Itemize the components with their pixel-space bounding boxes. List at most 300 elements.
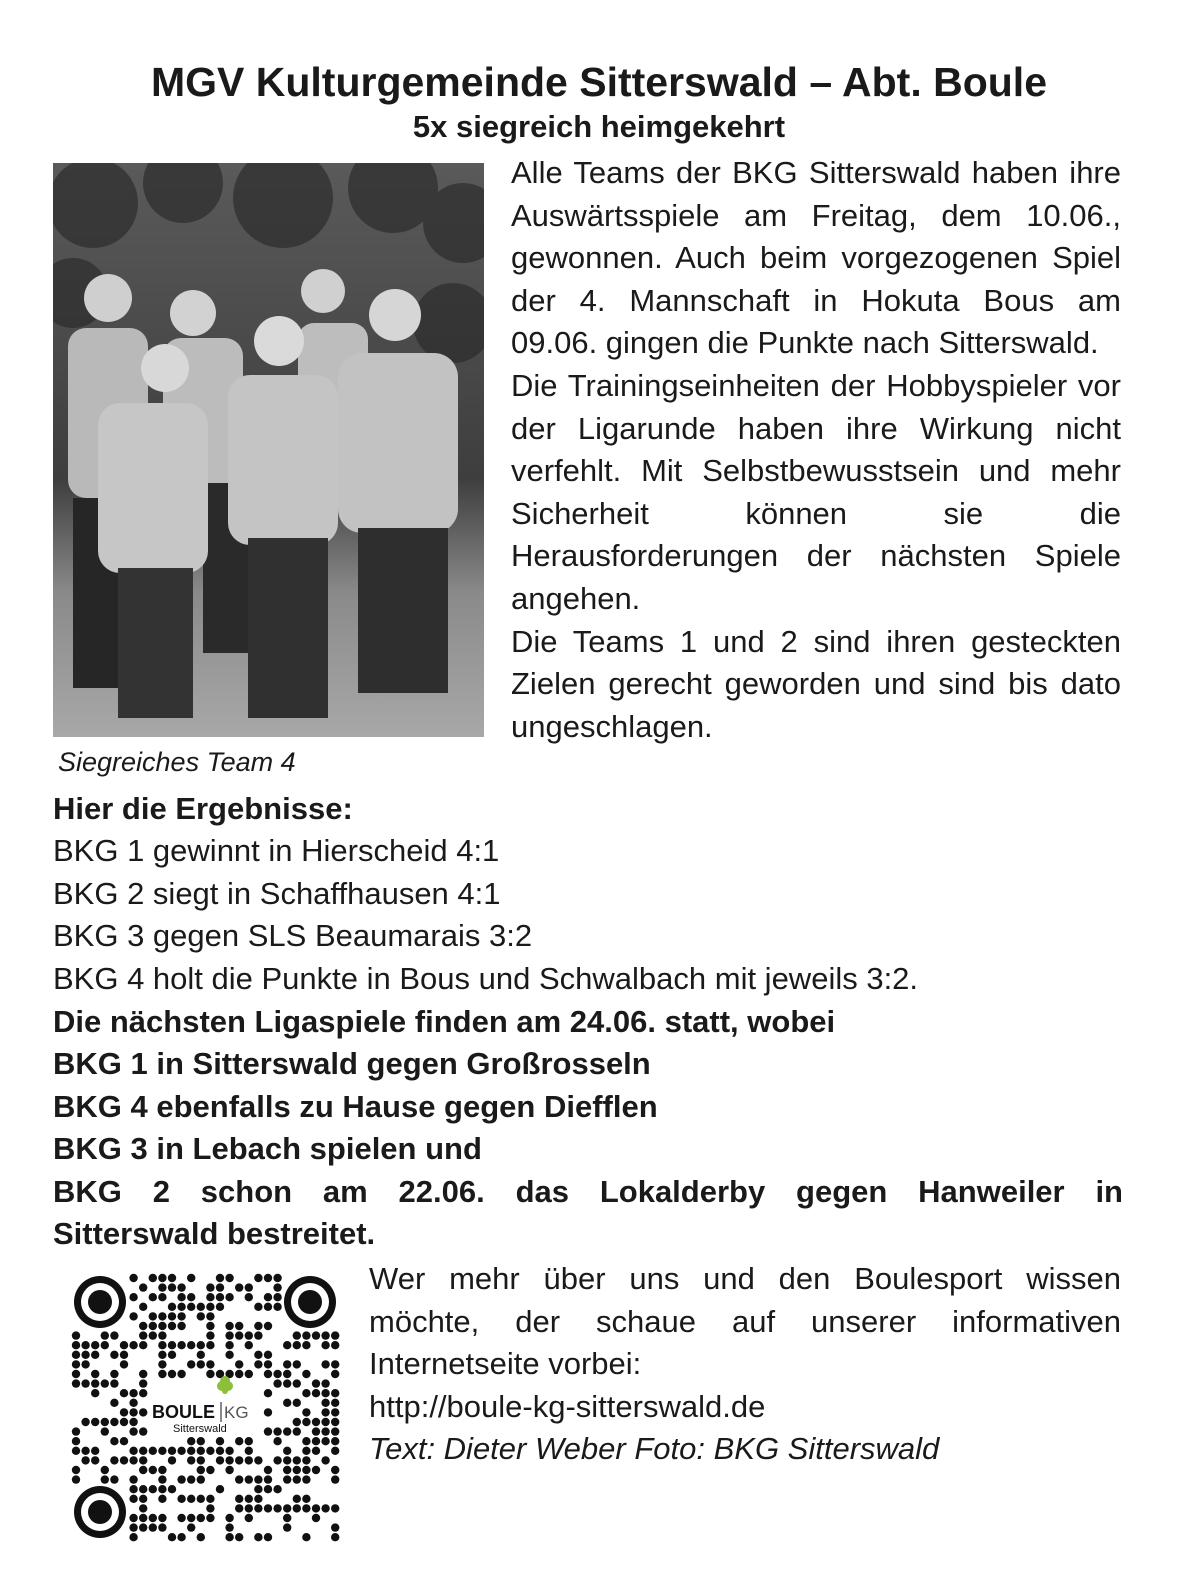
qr-module (216, 1293, 224, 1301)
qr-module (283, 1447, 291, 1455)
qr-module (187, 1360, 195, 1368)
qr-module (187, 1447, 195, 1455)
results-heading: Hier die Ergebnisse: (53, 791, 353, 826)
qr-module (264, 1475, 272, 1483)
team-photo (53, 163, 484, 737)
qr-module (158, 1312, 166, 1320)
qr-module (72, 1427, 80, 1435)
qr-module (187, 1456, 195, 1464)
qr-module (168, 1456, 176, 1464)
qr-module (225, 1466, 233, 1474)
qr-module (302, 1475, 310, 1483)
qr-module (206, 1504, 214, 1512)
qr-module (197, 1495, 205, 1503)
qr-module (177, 1447, 185, 1455)
qr-code-icon[interactable] (70, 1272, 340, 1542)
intro-text (511, 152, 1121, 748)
article-title: MGV Kulturgemeinde Sitterswald – Abt. Boule (150, 59, 1048, 105)
qr-module (283, 1514, 291, 1522)
qr-module (264, 1533, 272, 1541)
qr-module (139, 1495, 147, 1503)
qr-module (312, 1379, 320, 1387)
qr-module (225, 1351, 233, 1359)
qr-module (331, 1427, 339, 1435)
qr-module (197, 1360, 205, 1368)
qr-module (197, 1456, 205, 1464)
qr-module (302, 1456, 310, 1464)
qr-module (321, 1379, 329, 1387)
qr-module (273, 1283, 281, 1291)
qr-module (177, 1312, 185, 1320)
qr-module (168, 1322, 176, 1330)
qr-module (302, 1341, 310, 1349)
qr-module (110, 1456, 118, 1464)
qr-module (245, 1331, 253, 1339)
qr-module (273, 1456, 281, 1464)
qr-module (264, 1504, 272, 1512)
qr-module (177, 1293, 185, 1301)
qr-module (331, 1389, 339, 1397)
qr-module (235, 1456, 243, 1464)
qr-module (235, 1437, 243, 1445)
qr-module (254, 1475, 262, 1483)
qr-module (187, 1274, 195, 1282)
qr-module (283, 1370, 291, 1378)
qr-module (283, 1341, 291, 1349)
qr-module (139, 1456, 147, 1464)
qr-module (264, 1293, 272, 1301)
qr-module (245, 1447, 253, 1455)
upcoming-line: BKG 3 in Lebach spielen und (53, 1131, 482, 1167)
qr-module (206, 1466, 214, 1474)
more-info-text: Wer mehr über uns und den Boulesport wissen möchte, der schaue auf unserer informativen Internetseite vorbei: (369, 1261, 1121, 1382)
qr-module (129, 1389, 137, 1397)
qr-module (216, 1437, 224, 1445)
qr-module (129, 1447, 137, 1455)
qr-module (149, 1447, 157, 1455)
qr-module (206, 1370, 214, 1378)
qr-module (187, 1514, 195, 1522)
qr-module (312, 1418, 320, 1426)
qr-module (283, 1475, 291, 1483)
qr-module (245, 1475, 253, 1483)
qr-module (91, 1370, 99, 1378)
qr-module (110, 1331, 118, 1339)
qr-module (91, 1379, 99, 1387)
qr-module (72, 1370, 80, 1378)
qr-module (312, 1514, 320, 1522)
qr-module (158, 1293, 166, 1301)
qr-module (312, 1331, 320, 1339)
qr-module (197, 1437, 205, 1445)
qr-module (158, 1485, 166, 1493)
qr-module (91, 1456, 99, 1464)
qr-module (225, 1341, 233, 1349)
qr-module (101, 1341, 109, 1349)
qr-module (245, 1293, 253, 1301)
qr-module (302, 1437, 310, 1445)
qr-module (312, 1389, 320, 1397)
qr-module (206, 1514, 214, 1522)
qr-module (197, 1447, 205, 1455)
qr-module (216, 1447, 224, 1455)
qr-module (91, 1341, 99, 1349)
qr-module (331, 1466, 339, 1474)
qr-module (206, 1283, 214, 1291)
qr-module (81, 1360, 89, 1368)
qr-module (235, 1331, 243, 1339)
qr-logo-brand: BOULE (152, 1402, 215, 1422)
result-item: BKG 1 gewinnt in Hierscheid 4:1 (53, 833, 500, 869)
qr-module (264, 1360, 272, 1368)
qr-module (254, 1456, 262, 1464)
qr-module (312, 1437, 320, 1445)
qr-module (110, 1475, 118, 1483)
results-section (53, 788, 1123, 1000)
qr-module (110, 1370, 118, 1378)
qr-module (168, 1341, 176, 1349)
qr-module (293, 1360, 301, 1368)
qr-module (149, 1514, 157, 1522)
qr-module (197, 1303, 205, 1311)
upcoming-line: Sitterswald bestreitet. (53, 1216, 376, 1252)
qr-module (254, 1485, 262, 1493)
qr-module (225, 1274, 233, 1282)
qr-module (254, 1351, 262, 1359)
qr-module (331, 1504, 339, 1512)
qr-module (331, 1341, 339, 1349)
qr-module (158, 1360, 166, 1368)
qr-module (158, 1475, 166, 1483)
qr-module (225, 1533, 233, 1541)
qr-module (225, 1514, 233, 1522)
qr-module (331, 1475, 339, 1483)
qr-module (197, 1533, 205, 1541)
qr-module (120, 1341, 128, 1349)
qr-module (101, 1475, 109, 1483)
qr-module (293, 1495, 301, 1503)
qr-module (120, 1456, 128, 1464)
qr-module (72, 1475, 80, 1483)
qr-module (331, 1408, 339, 1416)
qr-module (158, 1495, 166, 1503)
qr-module (273, 1303, 281, 1311)
qr-module (177, 1283, 185, 1291)
qr-module (293, 1456, 301, 1464)
qr-module (254, 1322, 262, 1330)
qr-module (129, 1399, 137, 1407)
qr-module (139, 1504, 147, 1512)
qr-module (264, 1408, 272, 1416)
qr-module (321, 1418, 329, 1426)
qr-module (139, 1514, 147, 1522)
qr-module (254, 1495, 262, 1503)
qr-module (129, 1523, 137, 1531)
qr-module (197, 1514, 205, 1522)
qr-module (331, 1418, 339, 1426)
qr-module (293, 1466, 301, 1474)
qr-module (129, 1274, 137, 1282)
qr-module (254, 1504, 262, 1512)
result-item: BKG 3 gegen SLS Beaumarais 3:2 (53, 918, 533, 954)
qr-module (177, 1475, 185, 1483)
qr-module (245, 1283, 253, 1291)
qr-module (149, 1322, 157, 1330)
qr-module (158, 1514, 166, 1522)
website-link[interactable]: http://boule-kg-sitterswald.de (369, 1388, 766, 1424)
qr-module (197, 1466, 205, 1474)
result-item: BKG 4 holt die Punkte in Bous und Schwalbach mit jeweils 3:2. (53, 960, 919, 996)
qr-module (321, 1456, 329, 1464)
qr-module (81, 1341, 89, 1349)
qr-module (245, 1341, 253, 1349)
qr-module (206, 1322, 214, 1330)
qr-module (81, 1351, 89, 1359)
qr-module (120, 1389, 128, 1397)
qr-module (235, 1533, 243, 1541)
qr-module (168, 1283, 176, 1291)
qr-module (216, 1456, 224, 1464)
qr-module (129, 1485, 137, 1493)
qr-module (177, 1495, 185, 1503)
qr-module (283, 1466, 291, 1474)
qr-module (206, 1312, 214, 1320)
qr-module (81, 1456, 89, 1464)
qr-module (149, 1466, 157, 1474)
qr-module (293, 1341, 301, 1349)
qr-module (168, 1303, 176, 1311)
qr-module (149, 1331, 157, 1339)
qr-module (302, 1533, 310, 1541)
qr-module (91, 1418, 99, 1426)
qr-module (187, 1293, 195, 1301)
qr-module (216, 1274, 224, 1282)
qr-module (254, 1533, 262, 1541)
qr-module (72, 1331, 80, 1339)
qr-module (168, 1312, 176, 1320)
qr-module (331, 1447, 339, 1455)
qr-module (245, 1456, 253, 1464)
intro-paragraph: Die Teams 1 und 2 sind ihren gesteckten Zielen gerecht geworden und sind bis dato ungeschlagen. (511, 623, 1121, 744)
intro-paragraph: Die Trainingseinheiten der Hobbyspieler vor der Ligarunde haben ihre Wirkung nicht verfehlt. Mit Selbstbewusstsein und mehr Sicherheit können sie die Herausforderungen der nächsten Spiele angehen. (511, 367, 1121, 616)
qr-module (225, 1322, 233, 1330)
qr-module (158, 1351, 166, 1359)
qr-module (245, 1437, 253, 1445)
qr-module (254, 1331, 262, 1339)
qr-module (283, 1379, 291, 1387)
qr-module (149, 1293, 157, 1301)
qr-module (206, 1495, 214, 1503)
qr-module (302, 1370, 310, 1378)
qr-module (273, 1427, 281, 1435)
qr-module (245, 1370, 253, 1378)
qr-module (264, 1274, 272, 1282)
upcoming-line: BKG 2 schon am 22.06. das Lokalderby gegen Hanweiler in (53, 1173, 1123, 1209)
qr-logo-place: Sitterswald (173, 1423, 227, 1435)
qr-module (120, 1437, 128, 1445)
qr-module (120, 1360, 128, 1368)
qr-module (321, 1389, 329, 1397)
qr-module (158, 1341, 166, 1349)
qr-module (139, 1283, 147, 1291)
qr-module (206, 1331, 214, 1339)
upcoming-games (53, 1001, 1123, 1255)
qr-module (177, 1514, 185, 1522)
upcoming-line: BKG 4 ebenfalls zu Hause gegen Diefflen (53, 1088, 658, 1124)
qr-module (225, 1447, 233, 1455)
qr-module (321, 1399, 329, 1407)
qr-module (302, 1408, 310, 1416)
qr-module (139, 1466, 147, 1474)
qr-module (312, 1447, 320, 1455)
qr-module (321, 1360, 329, 1368)
qr-module (158, 1466, 166, 1474)
qr-module (158, 1322, 166, 1330)
qr-module (254, 1303, 262, 1311)
qr-module (264, 1389, 272, 1397)
qr-module (235, 1495, 243, 1503)
qr-module (72, 1351, 80, 1359)
qr-module (293, 1418, 301, 1426)
qr-module (139, 1427, 147, 1435)
qr-module (293, 1331, 301, 1339)
qr-module (197, 1351, 205, 1359)
qr-module (235, 1504, 243, 1512)
qr-module (149, 1312, 157, 1320)
qr-module (129, 1418, 137, 1426)
qr-module (225, 1293, 233, 1301)
qr-module (273, 1379, 281, 1387)
qr-module (187, 1495, 195, 1503)
qr-module (177, 1303, 185, 1311)
qr-module (177, 1533, 185, 1541)
qr-module (168, 1447, 176, 1455)
qr-module (254, 1274, 262, 1282)
qr-module (273, 1293, 281, 1301)
qr-module (273, 1485, 281, 1493)
qr-module (235, 1283, 243, 1291)
qr-module (81, 1379, 89, 1387)
intro-paragraph: Alle Teams der BKG Sitterswald haben ihre Auswärtsspiele am Freitag, dem 10.06., gewonnen. Auch beim vorgezogenen Spiel der 4. Mannschaft in Hokuta Bous am 09.06. gingen die Punkte nach Sitterswald. (511, 155, 1121, 361)
qr-module (149, 1274, 157, 1282)
qr-module (302, 1331, 310, 1339)
qr-module (177, 1322, 185, 1330)
qr-module (139, 1447, 147, 1455)
qr-module (168, 1274, 176, 1282)
qr-module (158, 1523, 166, 1531)
qr-module (149, 1523, 157, 1531)
qr-module (129, 1427, 137, 1435)
qr-module (139, 1379, 147, 1387)
qr-module (129, 1312, 137, 1320)
qr-module (72, 1360, 80, 1368)
qr-module (139, 1331, 147, 1339)
qr-module (168, 1485, 176, 1493)
qr-module (264, 1427, 272, 1435)
qr-module (72, 1379, 80, 1387)
qr-module (321, 1427, 329, 1435)
qr-module (293, 1504, 301, 1512)
qr-module (120, 1418, 128, 1426)
qr-module (331, 1399, 339, 1407)
qr-module (273, 1274, 281, 1282)
qr-module (187, 1303, 195, 1311)
qr-module (177, 1341, 185, 1349)
qr-module (245, 1504, 253, 1512)
qr-module (225, 1331, 233, 1339)
qr-module (91, 1351, 99, 1359)
qr-module (129, 1408, 137, 1416)
qr-module (273, 1437, 281, 1445)
qr-module (235, 1360, 243, 1368)
qr-module (321, 1341, 329, 1349)
more-info-block (369, 1258, 1121, 1471)
qr-module (245, 1514, 253, 1522)
qr-module (302, 1466, 310, 1474)
qr-module (158, 1283, 166, 1291)
upcoming-line: BKG 1 in Sitterswald gegen Großrosseln (53, 1046, 651, 1082)
qr-module (264, 1351, 272, 1359)
qr-module (168, 1351, 176, 1359)
qr-module (331, 1370, 339, 1378)
qr-module (293, 1427, 301, 1435)
qr-module (216, 1303, 224, 1311)
qr-module (302, 1389, 310, 1397)
qr-module (177, 1370, 185, 1378)
qr-module (283, 1360, 291, 1368)
qr-module (129, 1293, 137, 1301)
qr-module (168, 1370, 176, 1378)
qr-module (158, 1447, 166, 1455)
qr-module (129, 1341, 137, 1349)
qr-module (158, 1274, 166, 1282)
qr-module (264, 1322, 272, 1330)
qr-module (187, 1341, 195, 1349)
qr-module (302, 1447, 310, 1455)
qr-module (245, 1495, 253, 1503)
qr-module (158, 1331, 166, 1339)
qr-module (158, 1370, 166, 1378)
qr-module (206, 1293, 214, 1301)
qr-module (101, 1418, 109, 1426)
qr-module (139, 1389, 147, 1397)
qr-module (302, 1495, 310, 1503)
credit-line: Text: Dieter Weber Foto: BKG Sitterswald (369, 1431, 940, 1467)
qr-module (225, 1523, 233, 1531)
qr-module (235, 1475, 243, 1483)
qr-module (187, 1437, 195, 1445)
qr-module (312, 1427, 320, 1435)
qr-module (206, 1447, 214, 1455)
qr-module (321, 1437, 329, 1445)
qr-module (110, 1418, 118, 1426)
qr-module (101, 1331, 109, 1339)
qr-module (264, 1485, 272, 1493)
qr-module (197, 1312, 205, 1320)
qr-module (139, 1523, 147, 1531)
qr-module (283, 1456, 291, 1464)
qr-module (187, 1523, 195, 1531)
qr-module (72, 1437, 80, 1445)
qr-module (101, 1379, 109, 1387)
qr-module (129, 1514, 137, 1522)
qr-module (273, 1370, 281, 1378)
qr-module (81, 1418, 89, 1426)
qr-module (72, 1466, 80, 1474)
qr-module (312, 1504, 320, 1512)
qr-module (331, 1331, 339, 1339)
upcoming-line: Die nächsten Ligaspiele finden am 24.06. statt, wobei (53, 1004, 836, 1039)
